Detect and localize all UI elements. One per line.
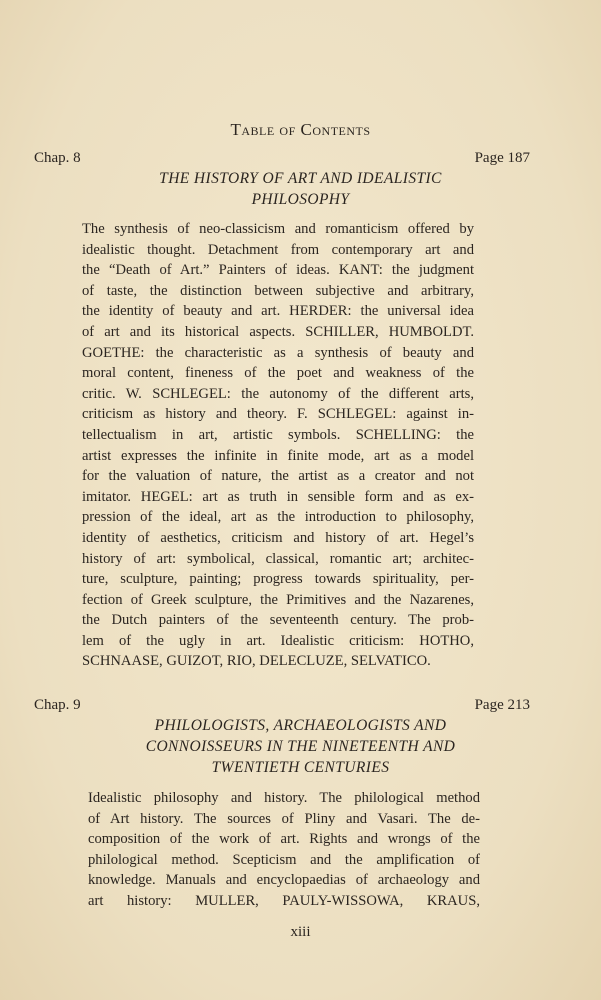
chapter-8-heading bbox=[0, 168, 601, 210]
summary-line: of Art history. The sources of Pliny and Vasari. The de- bbox=[88, 810, 480, 827]
summary-line: GOETHE: the characteristic as a synthesis of beauty and bbox=[82, 344, 474, 361]
summary-line: art history: MULLER, PAULY-WISSOWA, KRAUS, bbox=[88, 892, 480, 909]
chapter-heading-line: CONNOISSEURS IN THE NINETEENTH AND bbox=[145, 738, 456, 755]
summary-line: identity of aesthetics, criticism and history of art. Hegel’s bbox=[82, 529, 474, 546]
chapter-heading-line: THE HISTORY OF ART AND IDEALISTIC bbox=[159, 170, 442, 187]
summary-line: SCHNAASE, GUIZOT, RIO, DELECLUZE, SELVATICO. bbox=[82, 653, 431, 670]
chapter-9-heading bbox=[0, 715, 601, 778]
summary-line: pression of the ideal, art as the introduction to philosophy, bbox=[82, 509, 474, 526]
chapter-heading-line: PHILOSOPHY bbox=[251, 191, 350, 208]
summary-line: of art and its historical aspects. SCHILLER, HUMBOLDT. bbox=[82, 323, 474, 340]
chapter-heading-line: TWENTIETH CENTURIES bbox=[211, 759, 390, 776]
summary-line: imitator. HEGEL: art as truth in sensible form and as ex- bbox=[82, 488, 474, 505]
summary-line: philological method. Scepticism and the amplification of bbox=[88, 851, 480, 868]
summary-line: the Dutch painters of the seventeenth century. The prob- bbox=[82, 612, 474, 629]
chapter-label: Chap. 9 bbox=[34, 697, 81, 713]
summary-line: artist expresses the infinite in finite mode, art as a model bbox=[82, 447, 474, 464]
summary-line: idealistic thought. Detachment from contemporary art and bbox=[82, 241, 474, 258]
summary-line: tellectualism in art, artistic symbols. SCHELLING: the bbox=[82, 426, 474, 443]
summary-line: knowledge. Manuals and encyclopaedias of archaeology and bbox=[88, 872, 480, 889]
page-title: Table of Contents bbox=[230, 120, 371, 139]
summary-line: critic. W. SCHLEGEL: the autonomy of the different arts, bbox=[82, 385, 474, 402]
summary-line: The synthesis of neo-classicism and romanticism offered by bbox=[82, 221, 474, 237]
summary-line: lem of the ugly in art. Idealistic criticism: HOTHO, bbox=[82, 632, 474, 649]
summary-line: moral content, fineness of the poet and weakness of the bbox=[82, 365, 474, 382]
summary-line: composition of the work of art. Rights and wrongs of the bbox=[88, 831, 480, 848]
summary-line: the identity of beauty and art. HERDER: the universal idea bbox=[82, 303, 474, 320]
page-folio: xiii bbox=[290, 924, 311, 940]
summary-line: criticism as history and theory. F. SCHLEGEL: against in- bbox=[82, 406, 474, 423]
page-number-label: Page 187 bbox=[474, 150, 530, 166]
summary-line: of taste, the distinction between subjective and arbitrary, bbox=[82, 282, 474, 299]
page-number-label: Page 213 bbox=[474, 697, 530, 713]
chapter-8-summary bbox=[82, 219, 474, 672]
chapter-9-summary bbox=[88, 788, 480, 912]
summary-line: Idealistic philosophy and history. The philological method bbox=[88, 790, 480, 806]
summary-line: the “Death of Art.” Painters of ideas. KANT: the judgment bbox=[82, 262, 474, 279]
summary-line: fection of Greek sculpture, the Primitives and the Nazarenes, bbox=[82, 591, 474, 608]
summary-line: ture, sculpture, painting; progress towards spirituality, per- bbox=[82, 571, 474, 588]
summary-line: for the valuation of nature, the artist as a creator and not bbox=[82, 468, 474, 485]
chapter-label: Chap. 8 bbox=[34, 150, 81, 166]
summary-line: history of art: symbolical, classical, romantic art; architec- bbox=[82, 550, 474, 567]
chapter-heading-line: PHILOLOGISTS, ARCHAEOLOGISTS AND bbox=[154, 717, 447, 734]
